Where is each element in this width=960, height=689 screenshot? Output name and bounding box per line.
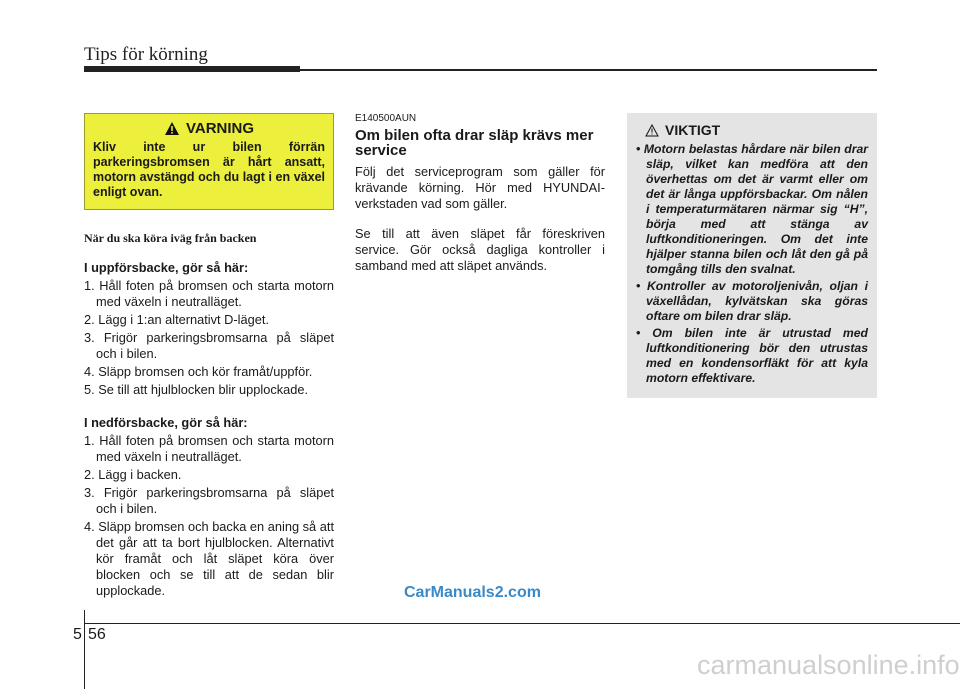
important-header [645,122,868,138]
list-item: 3. Frigör parkeringsbromsarna på släpet och i bilen. [84,330,334,361]
warning-box [84,113,334,210]
list-item: 5. Se till att hjulblocken blir upplockade. [84,382,309,397]
uphill-title: I uppförsbacke, gör så här: [84,260,249,275]
list-item: 2. Lägg i 1:an alternativt D-läget. [84,312,269,327]
section-code: E140500AUN [355,113,417,124]
warning-icon [164,121,180,136]
warning-header [93,120,325,137]
list-item: 4. Släpp bromsen och backa en aning så att det går att ta bort hjulblocken. Alternativt kör framåt och låt släpet köra över blocken och se till att de sedan blir upplockade. [84,519,334,598]
page-header-title: Tips för körning [84,44,208,65]
page-number: 56 [88,626,106,643]
list-item: 3. Frigör parkeringsbromsarna på släpet och i bilen. [84,485,334,516]
important-list [636,142,868,386]
right-column [627,113,877,398]
footer-vertical-divider [84,610,85,689]
site-watermark: carmanualsonline.info [697,650,960,680]
chapter-number: 5 [73,626,82,643]
list-item: • Om bilen inte är utrustad med luftkonditionering bör den utrustas med en kondensorfläkt för att kyla motorn effektivare. [636,326,868,385]
important-box [627,113,877,398]
list-item: 4. Släpp bromsen och kör framåt/uppför. [84,364,313,379]
list-item: 1. Håll foten på bromsen och starta motorn med växeln i neutralläget. [84,433,334,464]
list-item: 2. Lägg i backen. [84,467,182,482]
downhill-steps [84,433,334,599]
paragraph: Följ det serviceprogram som gäller för krävande körning. Hör med HYUNDAI-verkstaden vad som gäller. [355,164,605,211]
watermark-link[interactable]: CarManuals2.com [404,584,541,601]
warning-text: Kliv inte ur bilen förrän parkeringsbromsen är hårt ansatt, motorn avstängd och du lagt i en växel enligt ovan. [93,140,325,199]
section-subhead: När du ska köra iväg från backen [84,231,257,245]
left-column [84,113,334,616]
warning-title: VARNING [185,120,255,137]
list-item: • Kontroller av motoroljenivån, oljan i växellådan, kylvätskan ska göras oftare om bilen drar släp. [636,279,868,323]
downhill-title: I nedförsbacke, gör så här: [84,415,248,430]
uphill-steps [84,278,334,398]
important-title: VIKTIGT [665,122,721,138]
header-bar-thick [84,66,300,72]
paragraph: Se till att även släpet får föreskriven service. Gör också dagliga kontroller i samband med att släpet används. [355,226,605,273]
header-bar-thin [300,69,877,71]
caution-icon [645,124,659,137]
section-title: Om bilen ofta drar släp krävs mer service [355,127,594,159]
middle-column [355,113,605,288]
list-item: 1. Håll foten på bromsen och starta motorn med växeln i neutralläget. [84,278,334,309]
footer-divider [84,623,960,624]
list-item: • Motorn belastas hårdare när bilen drar släp, vilket kan medföra att den överhettas om det är varmt eller om det är långa uppförsbackar. Om nålen i temperaturmätaren närmar sig “H”, börja med att stänga av luftkonditioneringen. Om det inte hjälper stanna bilen och låt den gå på tomgång tills den svalnat. [636,142,868,276]
